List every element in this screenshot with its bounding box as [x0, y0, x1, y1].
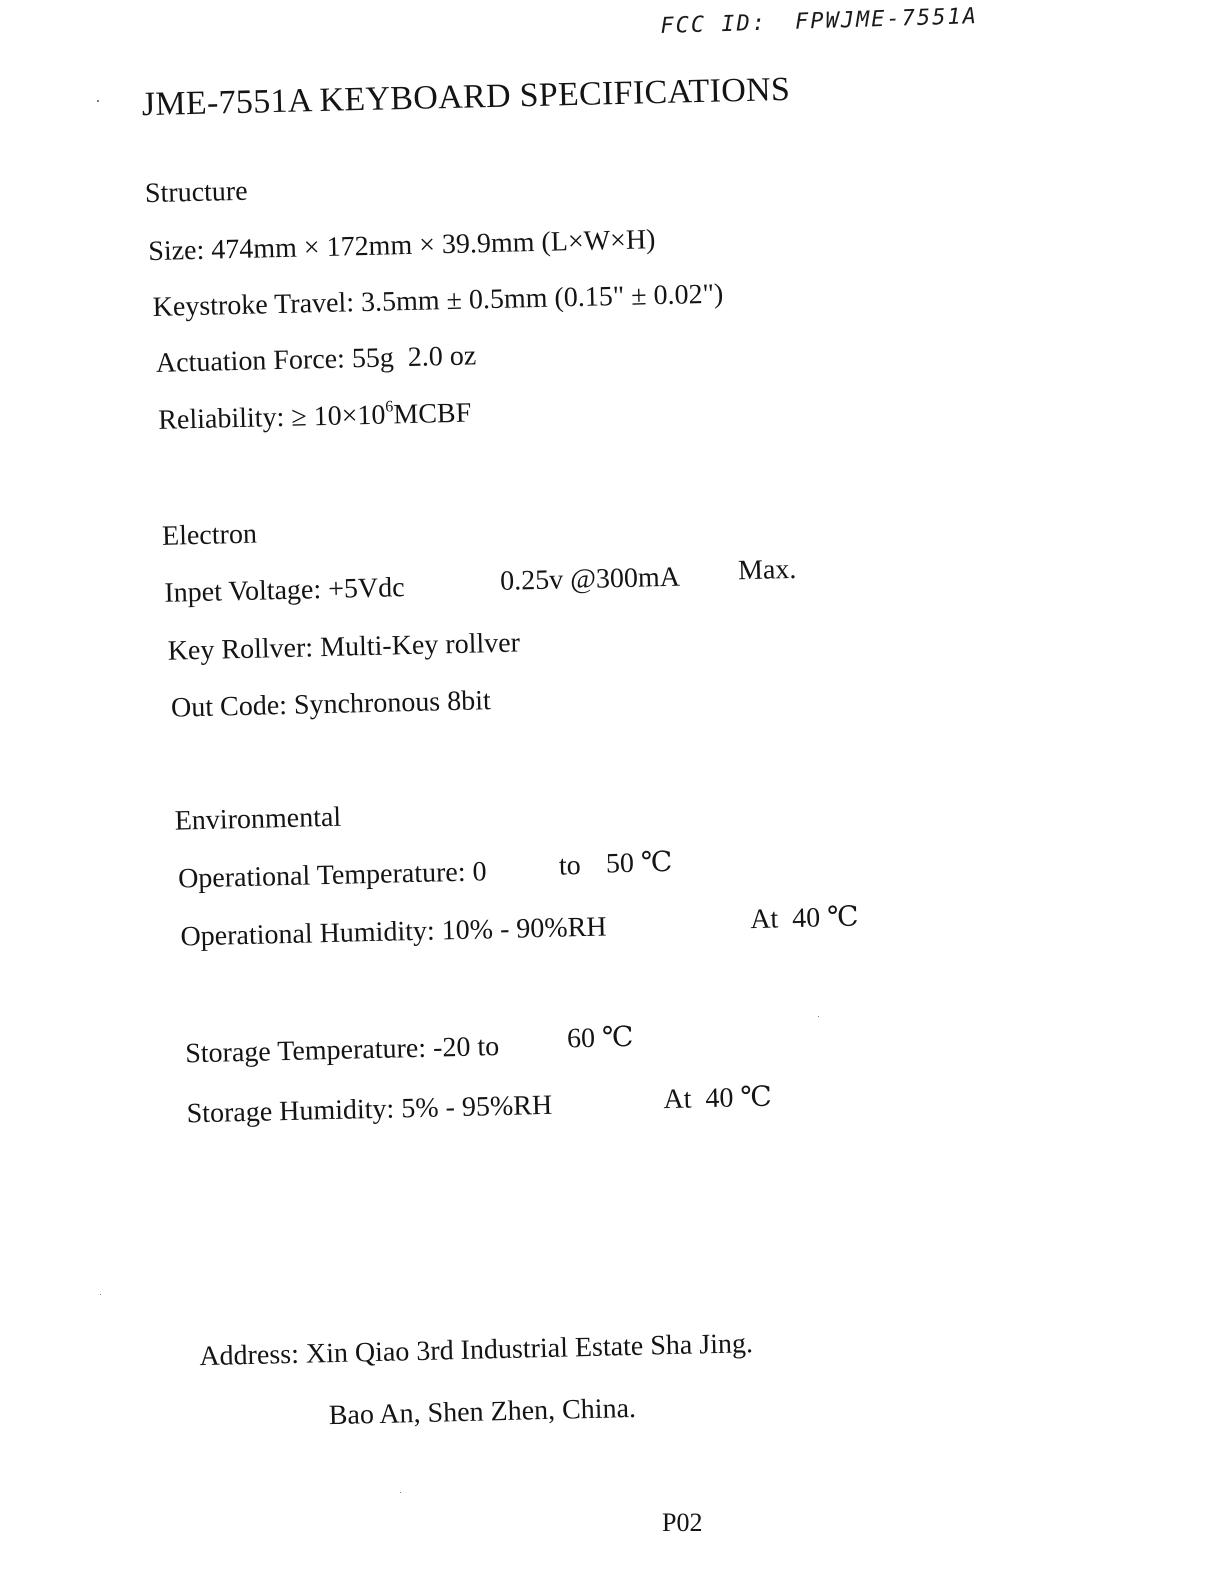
voltage-max: Max. [737, 553, 797, 587]
op-temp-to: to [558, 850, 582, 882]
address-line-1: Address: Xin Qiao 3rd Industrial Estate Sha Jing. [199, 1328, 754, 1373]
reliability-spec [157, 397, 472, 436]
op-temp-max: 50 ℃ [605, 846, 673, 880]
fcc-label: FCC ID: [660, 10, 768, 39]
environmental-heading: Environmental [174, 801, 342, 837]
storage-temp-spec: Storage Temperature: -20 to [184, 1031, 500, 1070]
reliability-suffix: MCBF [393, 397, 472, 431]
storage-humidity-spec: Storage Humidity: 5% - 95%RH [186, 1089, 553, 1130]
rollover-spec: Key Rollver: Multi-Key rollver [167, 627, 521, 667]
reliability-exponent: 6 [385, 398, 394, 416]
document-title: JME-7551A KEYBOARD SPECIFICATIONS [141, 70, 791, 124]
voltage-spec: Inpet Voltage: +5Vdc [164, 572, 405, 609]
storage-humidity-at: At 40 ℃ [663, 1081, 773, 1116]
actuation-spec: Actuation Force: 55g 2.0 oz [155, 340, 477, 379]
op-humidity-at: At 40 ℃ [749, 901, 859, 936]
address-line-2: Bao An, Shen Zhen, China. [328, 1392, 637, 1432]
op-humidity-spec: Operational Humidity: 10% - 90%RH [180, 911, 607, 953]
outcode-spec: Out Code: Synchronous 8bit [170, 685, 492, 724]
keystroke-spec: Keystroke Travel: 3.5mm ± 0.5mm (0.15" ± 0.02") [152, 278, 724, 323]
size-spec: Size: 474mm × 172mm × 39.9mm (L×W×H) [147, 224, 656, 268]
structure-heading: Structure [144, 175, 248, 210]
fcc-id-value: FPWJME-7551A [794, 4, 979, 35]
op-temp-spec: Operational Temperature: 0 [177, 856, 487, 895]
storage-temp-max: 60 ℃ [566, 1021, 634, 1055]
reliability-prefix: Reliability: ≥ 10×10 [157, 399, 386, 436]
page-number: P02 [662, 1508, 703, 1537]
voltage-tolerance: 0.25v @300mA [499, 561, 681, 597]
electron-heading: Electron [161, 518, 258, 552]
